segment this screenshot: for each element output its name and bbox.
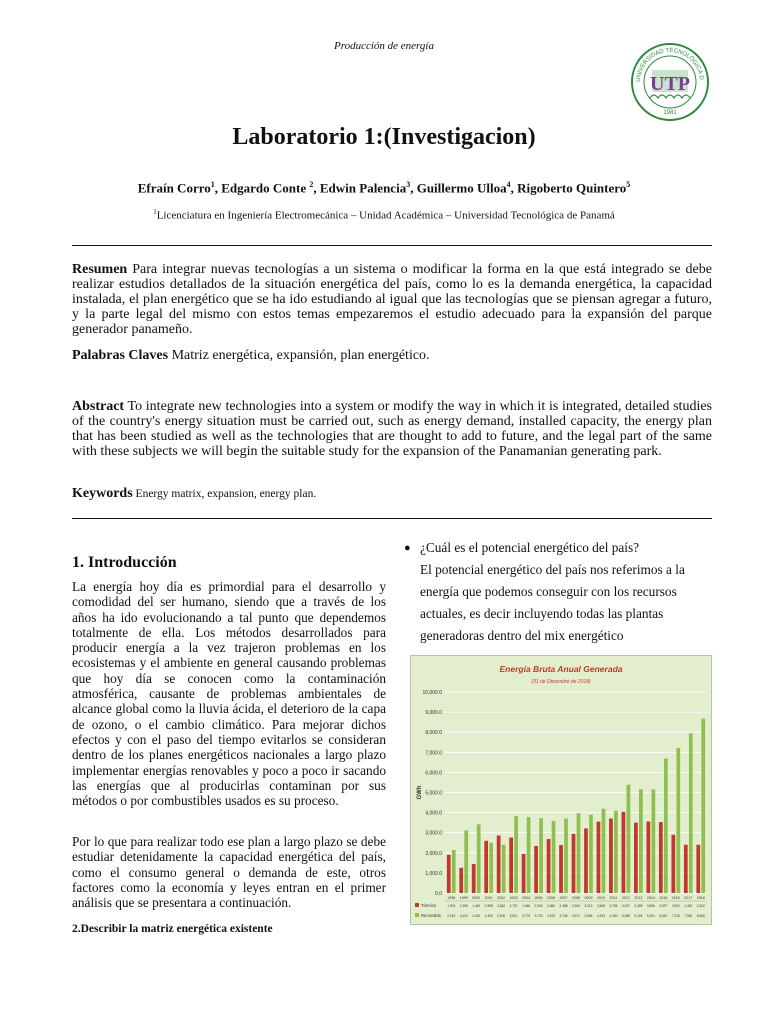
data-label: 2,388 (559, 904, 568, 908)
y-tick-label: 8,000.0 (425, 730, 442, 737)
legend-swatch (415, 913, 419, 917)
data-label: 3,971 (572, 914, 580, 918)
keywords-text: Energy matrix, expansion, energy plan. (132, 488, 317, 500)
y-tick-label: 9,000.0 (425, 710, 442, 717)
y-tick-label: 3,000.0 (425, 830, 442, 837)
paper-title: Laboratorio 1:(Investigacion) (232, 124, 536, 150)
data-label: 3,548 (596, 904, 605, 908)
legend-swatch (415, 903, 419, 907)
bar-renovable (489, 843, 493, 893)
x-tick-label: 2012 (621, 896, 630, 900)
y-tick-label: 5,000.0 (425, 790, 442, 797)
x-tick-label: 2018 (696, 896, 705, 900)
y-tick-label: 10,000.0 (422, 690, 442, 696)
bar-térmico (472, 864, 476, 893)
bar-renovable (564, 819, 568, 893)
legend-label: Térmico (421, 903, 437, 908)
intro-heading (72, 554, 386, 572)
bullet-item (404, 537, 714, 559)
bar-térmico (646, 822, 650, 893)
data-label: 3,527 (659, 904, 668, 908)
author-sup: 3 (406, 180, 411, 189)
x-tick-label: 2003 (509, 896, 518, 900)
x-tick-label: 2000 (472, 896, 481, 900)
x-tick-label: 2001 (484, 896, 493, 900)
palabras-label: Palabras Claves (72, 348, 169, 363)
x-tick-label: 2013 (634, 896, 643, 900)
x-tick-label: 2004 (522, 896, 531, 900)
data-label: 2,499 (484, 914, 493, 918)
data-label: 3,115 (459, 914, 468, 918)
bar-renovable (539, 818, 543, 893)
bar-térmico (497, 835, 501, 893)
university-logo (628, 40, 712, 124)
top-divider (72, 245, 712, 246)
intro-paragraph-1: La energía hoy día es primordial para el desarrollo y comodidad del ser humano, siendo que a través de los años ha ido evolucionando a tal punto que dependemos totalmente de ella. Los métodos desarrollados para producir energía a la vez trajeron problemas en los ecosistemas y el ambiente en general causando problemas que hoy día se conocen como la contaminación atmosférica, causante de problemas ambientales de alcance global como la lluvia ácida, el deterioro de la capa de ozono, o el cambio climático. Para mejorar dichos efectos y con el paso del tiempo evitarlos se consideran dentro de los planes energéticos nacionales a largo plazo implementar energías renovables y poco a poco ir sacando las energías que al producirlas contaminan por sus métodos o por combustibles usados es su proceso. (72, 579, 386, 809)
data-label: 3,821 (509, 914, 518, 918)
abstract-label: Abstract (72, 399, 125, 414)
author-separator: , (214, 180, 222, 196)
logo-monogram: UTP (650, 73, 690, 95)
data-label: 2,402 (684, 904, 693, 908)
x-tick-label: 2015 (659, 896, 668, 900)
y-tick-label: 2,000.0 (425, 850, 442, 857)
affiliation-text: Licenciatura en Ingeniería Electromecánica – Unidad Académica – Universidad Tecnológica de Panamá (156, 209, 615, 222)
bar-térmico (659, 822, 663, 893)
resumen-paragraph (72, 262, 712, 337)
bar-renovable (676, 748, 680, 893)
data-label: 3,213 (584, 904, 593, 908)
bar-térmico (559, 845, 563, 893)
y-tick-label: 0.0 (435, 891, 442, 897)
mid-divider (72, 518, 712, 519)
bar-renovable (602, 809, 606, 893)
y-tick-label: 1,000.0 (425, 870, 442, 877)
bar-térmico (609, 819, 613, 893)
bar-renovable (452, 850, 456, 893)
x-tick-label: 2007 (559, 896, 568, 900)
potential-paragraph: El potencial energético del país nos referimos a la energía que podemos conseguir con los recursos actuales, es decir incluyendo todas las plantas generadoras dentro del mix energético (420, 562, 685, 643)
bar-renovable (627, 785, 631, 893)
bar-renovable (477, 824, 481, 893)
data-label: 6,691 (659, 914, 668, 918)
author-sup: 5 (626, 180, 631, 189)
energy-chart (410, 655, 712, 925)
energy-chart-svg (411, 656, 711, 924)
author-separator: , (313, 180, 320, 196)
author-sup: 2 (309, 180, 314, 189)
y-tick-label: 7,000.0 (425, 750, 442, 757)
data-label: 3,556 (646, 904, 655, 908)
bar-renovable (689, 733, 693, 893)
logo-ring-text: UNIVERSIDAD TECNOLÓGICA D (635, 47, 704, 83)
resumen-label: Resumen (72, 262, 128, 277)
bar-renovable (651, 789, 655, 893)
bar-renovable (552, 821, 556, 893)
bar-renovable (464, 830, 468, 893)
x-tick-label: 2016 (671, 896, 680, 900)
abstract-paragraph (72, 399, 712, 459)
data-label: 4,090 (609, 914, 618, 918)
data-label: 3,706 (559, 914, 568, 918)
data-label: 2,400 (497, 914, 506, 918)
data-label: 1,903 (447, 904, 456, 908)
keywords-paragraph (72, 486, 712, 502)
running-header: Producción de energía (334, 40, 434, 52)
data-label: 2,940 (572, 904, 580, 908)
bar-renovable (664, 759, 668, 893)
bar-térmico (547, 839, 551, 893)
data-label: 1,946 (522, 904, 531, 908)
data-label: 2,862 (497, 904, 506, 908)
palabras-text: Matriz energética, expansión, plan energético. (168, 348, 430, 363)
palabras-paragraph (72, 348, 712, 363)
data-label: 3,896 (584, 914, 593, 918)
data-label: 3,499 (634, 904, 643, 908)
bar-térmico (509, 838, 513, 893)
data-label: 8,680 (696, 914, 705, 918)
data-label: 4,193 (596, 914, 605, 918)
chart-subtitle: (31 de Diciembre de 2018) (531, 679, 591, 685)
bar-térmico (634, 823, 638, 893)
y-tick-label: 6,000.0 (425, 770, 442, 777)
y-axis-label: GWh (417, 785, 423, 800)
author-name: Edgardo Conte (221, 180, 310, 196)
data-label: 2,343 (534, 904, 543, 908)
bar-renovable (701, 719, 705, 893)
bar-térmico (622, 812, 626, 893)
bar-térmico (684, 845, 688, 893)
x-tick-label: 2002 (497, 896, 506, 900)
x-tick-label: 1999 (459, 896, 468, 900)
bar-térmico (671, 835, 675, 893)
x-tick-label: 2014 (646, 896, 655, 900)
author-sup: 1 (210, 180, 215, 189)
x-tick-label: 1998 (447, 896, 456, 900)
bar-térmico (572, 834, 576, 893)
data-label: 7,950 (684, 914, 693, 918)
data-label: 2,598 (484, 904, 493, 908)
bar-térmico (584, 828, 588, 893)
keywords-label: Keywords (72, 486, 133, 501)
author-separator: , (410, 180, 417, 196)
x-tick-label: 2009 (584, 896, 593, 900)
bar-renovable (614, 811, 618, 893)
author-sup: 4 (506, 180, 511, 189)
bullet-dot-icon: ● (404, 542, 411, 554)
bar-renovable (514, 816, 518, 893)
data-label: 5,388 (621, 914, 630, 918)
data-label: 1,440 (472, 904, 481, 908)
bar-térmico (447, 855, 451, 893)
bar-térmico (534, 846, 538, 893)
data-label: 3,579 (547, 914, 556, 918)
affiliation-sup: 1 (153, 208, 157, 216)
author-name: Guillermo Ulloa (416, 180, 507, 196)
data-label: 3,779 (522, 914, 531, 918)
author-list (0, 180, 768, 196)
author-name: Rigoberto Quintero (517, 180, 627, 196)
data-label: 3,723 (534, 914, 543, 918)
bar-térmico (459, 868, 463, 893)
x-tick-label: 2010 (596, 896, 605, 900)
intro-number: 1. (72, 554, 84, 571)
bar-renovable (577, 813, 581, 893)
affiliation (0, 208, 768, 222)
x-tick-label: 2017 (684, 896, 693, 900)
data-label: 7,219 (671, 914, 680, 918)
data-label: 2,757 (509, 904, 518, 908)
data-label: 5,151 (646, 914, 655, 918)
data-label: 1,255 (459, 904, 468, 908)
legend-label: Renovable (421, 913, 442, 918)
chart-title: Energía Bruta Anual Generada (499, 664, 623, 674)
bullet-question: ¿Cuál es el potencial energético del país? (420, 540, 640, 555)
x-tick-label: 2011 (609, 896, 618, 900)
bar-térmico (522, 854, 526, 893)
data-label: 2,900 (671, 904, 680, 908)
data-label: 2,684 (547, 904, 556, 908)
resumen-text: Para integrar nuevas tecnologías a un sistema o modificar la forma en la que está integrado se debe realizar estudios detallados de la situación energética del país, como lo es la demanda energética, la capacidad instalada, el plan energético que se ha ido estudiando al igual que las tecnologías que se piensan agregar a futuro, y la parte legal del mismo con estos temas empezaremos el estudio adecuado para la expansión del parque generador panameño. (72, 262, 712, 337)
data-label: 2,402 (696, 904, 705, 908)
bar-térmico (696, 845, 700, 893)
bar-renovable (502, 845, 506, 893)
data-label: 5,155 (634, 914, 643, 918)
bar-renovable (527, 817, 531, 893)
bar-térmico (484, 841, 488, 893)
bar-renovable (589, 815, 593, 893)
right-column-text (404, 537, 714, 647)
data-label: 4,037 (621, 904, 630, 908)
y-tick-label: 4,000.0 (425, 810, 442, 817)
section-2-heading: 2.Describir la matriz energética existente (72, 923, 273, 935)
intro-title: Introducción (84, 554, 177, 571)
intro-paragraph-2: Por lo que para realizar todo ese plan a largo plazo se debe estudiar detenidamente la capacidad energética del país, como el consumo general o demanda de este, otros factores como la economía y leyes entran en el primer análisis que se presentara a continuación. (72, 834, 386, 911)
x-tick-label: 2008 (572, 896, 580, 900)
abstract-text: To integrate new technologies into a system or modify the way in which it is integrated, detailed studies of the country's energy situation must be carried out, such as energy demand, installed capacity, the energy plan that has been studied as well as the technologies that are thought to add to future, and the legal part of the same with these subjects we will begin the suitable study for the expansion of the Panamanian generating park. (72, 399, 712, 459)
bar-renovable (639, 789, 643, 893)
author-name: Edwin Palencia (319, 180, 407, 196)
x-tick-label: 2005 (534, 896, 543, 900)
author-separator: , (510, 180, 518, 196)
data-label: 3,706 (609, 904, 618, 908)
logo-year: 1981 (663, 110, 677, 116)
data-label: 3,420 (472, 914, 481, 918)
bar-térmico (597, 822, 601, 893)
x-tick-label: 2006 (547, 896, 556, 900)
data-label: 2,140 (447, 914, 456, 918)
author-name: Efraín Corro (137, 180, 211, 196)
